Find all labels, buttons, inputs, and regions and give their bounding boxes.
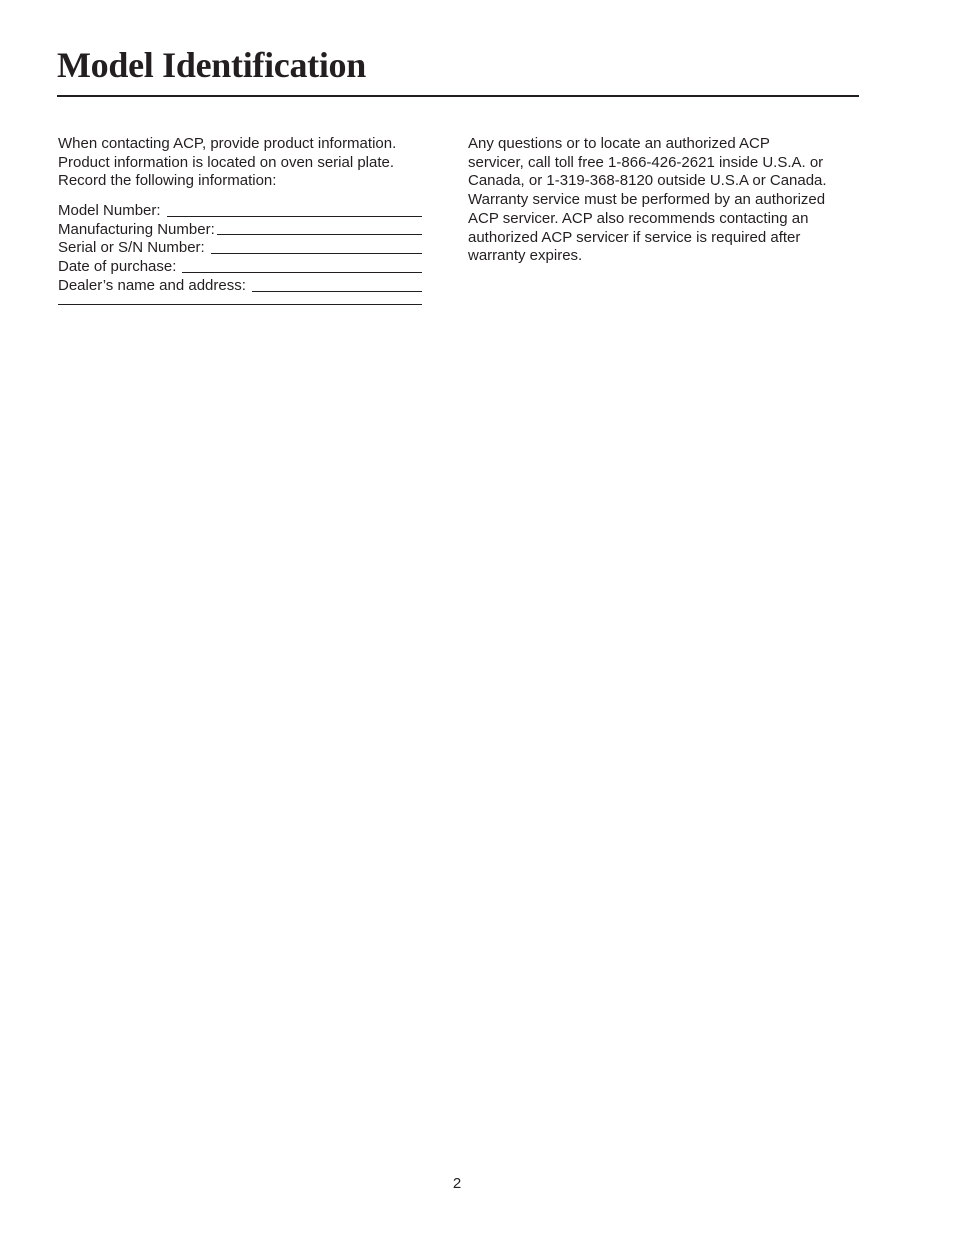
fill-in-line xyxy=(182,272,422,273)
service-info-line: warranty expires. xyxy=(468,247,583,265)
service-info-line: Any questions or to locate an authorized ACP xyxy=(468,135,770,152)
left-column xyxy=(58,135,422,305)
fill-in-line xyxy=(167,216,422,217)
title-divider xyxy=(57,95,859,97)
page-title: Model Identification xyxy=(57,45,366,85)
right-column xyxy=(468,135,853,266)
intro-line: Product information is located on oven serial plate. xyxy=(58,153,395,171)
service-info-line: ACP servicer. ACP also recommends contacting an xyxy=(468,209,809,227)
intro-text xyxy=(58,135,422,191)
fill-in-line xyxy=(217,234,422,235)
service-info-line: authorized ACP servicer if service is required after xyxy=(468,228,801,246)
field-label: Manufacturing Number: xyxy=(58,220,215,238)
page-number: 2 xyxy=(452,1175,462,1192)
service-info-line: Warranty service must be performed by an authorized xyxy=(468,191,826,209)
field-label: Dealer’s name and address: xyxy=(58,276,246,294)
fill-in-line xyxy=(252,291,422,292)
model-number-field xyxy=(58,202,422,221)
field-label: Serial or S/N Number: xyxy=(58,239,205,257)
manufacturing-number-field xyxy=(58,221,422,240)
product-info-form xyxy=(58,202,422,304)
fill-in-line xyxy=(211,253,422,254)
date-of-purchase-field xyxy=(58,258,422,277)
intro-line: When contacting ACP, provide product information. xyxy=(58,135,397,152)
dealer-address-extra-line xyxy=(58,304,422,305)
service-info-line: servicer, call toll free 1-866-426-2621 inside U.S.A. or xyxy=(468,153,824,171)
field-label: Date of purchase: xyxy=(58,258,177,276)
field-label: Model Number: xyxy=(58,202,161,220)
serial-number-field xyxy=(58,239,422,258)
intro-line: Record the following information: xyxy=(58,172,277,190)
service-info-line: Canada, or 1-319-368-8120 outside U.S.A or Canada. xyxy=(468,172,827,190)
dealer-name-address-field xyxy=(58,277,422,296)
